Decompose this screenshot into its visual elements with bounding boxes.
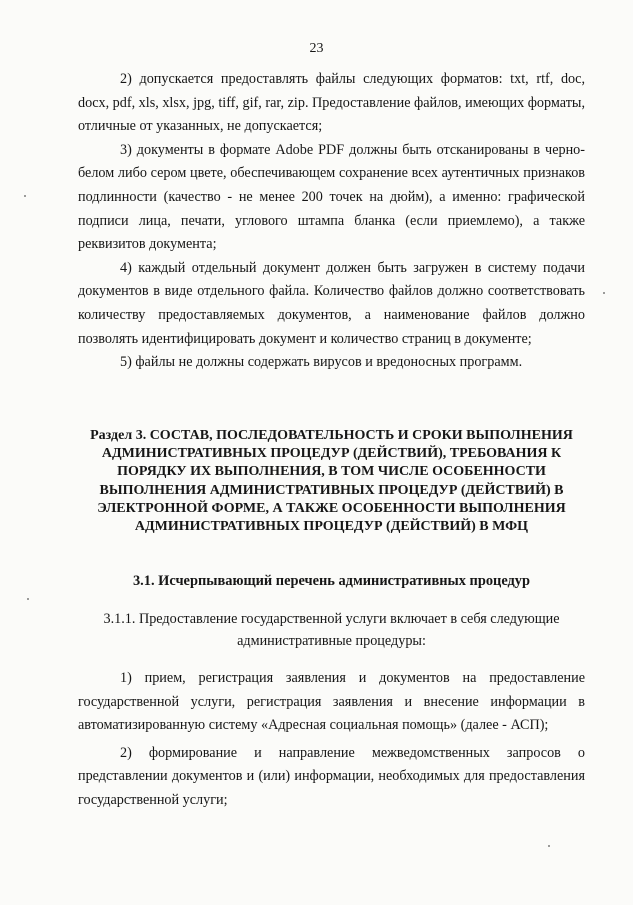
paragraph-item-5: 5) файлы не должны содержать вирусов и вредоносных программ. bbox=[120, 354, 523, 371]
scan-speck bbox=[548, 845, 550, 847]
procedure-item-1: 1) прием, регистрация заявления и документов на предоставление государственной услуги, регистрация заявления и внесение информации в автоматизированную систему «Адресная социальная помощь» (далее - АСП); bbox=[78, 670, 585, 734]
scan-speck bbox=[27, 598, 29, 600]
paragraph-item-2: 2) допускается предоставлять файлы следующих форматов: txt, rtf, doc, docx, pdf, xls, xlsx, jpg, tiff, gif, rar, zip. Предоставление файлов, имеющих форматы, отличные от указанных, не допускается; bbox=[78, 71, 585, 135]
paragraph-item-3: 3) документы в формате Adobe PDF должны быть отсканированы в черно-белом либо сером цвете, обеспечивающем сохранение всех аутентичных признаков подлинности (качество - не менее 200 точек на дюйм), а именно: графической подписи лица, печати, углового штампа бланка (если приемлемо), а также реквизитов документа; bbox=[78, 141, 585, 253]
scan-speck bbox=[24, 195, 26, 197]
scan-speck bbox=[603, 292, 605, 294]
procedure-item-2: 2) формирование и направление межведомственных запросов о представлении документов и (или) информации, необходимых для предоставления государственной услуги; bbox=[78, 744, 585, 808]
page-number: 23 bbox=[309, 41, 324, 56]
subsection-intro: 3.1.1. Предоставление государственной услуги включает в себя следующие административные процедуры: bbox=[103, 611, 560, 649]
requirements-list bbox=[78, 68, 585, 375]
procedures-list bbox=[78, 667, 585, 817]
section-title: Раздел 3. СОСТАВ, ПОСЛЕДОВАТЕЛЬНОСТЬ И СРОКИ ВЫПОЛНЕНИЯ АДМИНИСТРАТИВНЫХ ПРОЦЕДУР (ДЕЙСТВИЙ), ТРЕБОВАНИЯ К ПОРЯДКУ ИХ ВЫПОЛНЕНИЯ, В ТОМ ЧИСЛЕ ОСОБЕННОСТИ ВЫПОЛНЕНИЯ АДМИНИСТРАТИВНЫХ ПРОЦЕДУР (ДЕЙСТВИЙ) В ЭЛЕКТРОННОЙ ФОРМЕ, А ТАКЖЕ ОСОБЕННОСТИ ВЫПОЛНЕНИЯ АДМИНИСТРАТИВНЫХ ПРОЦЕДУР (ДЕЙСТВИЙ) В МФЦ bbox=[90, 428, 573, 535]
paragraph-item-4: 4) каждый отдельный документ должен быть загружен в систему подачи документов в виде отдельного файла. Количество файлов должно соответствовать количеству предоставляемых документов, а наименование файлов должно позволять идентифицировать документ и количество страниц в документе; bbox=[78, 259, 585, 347]
subsection-title: 3.1. Исчерпывающий перечень административных процедур bbox=[132, 573, 531, 589]
